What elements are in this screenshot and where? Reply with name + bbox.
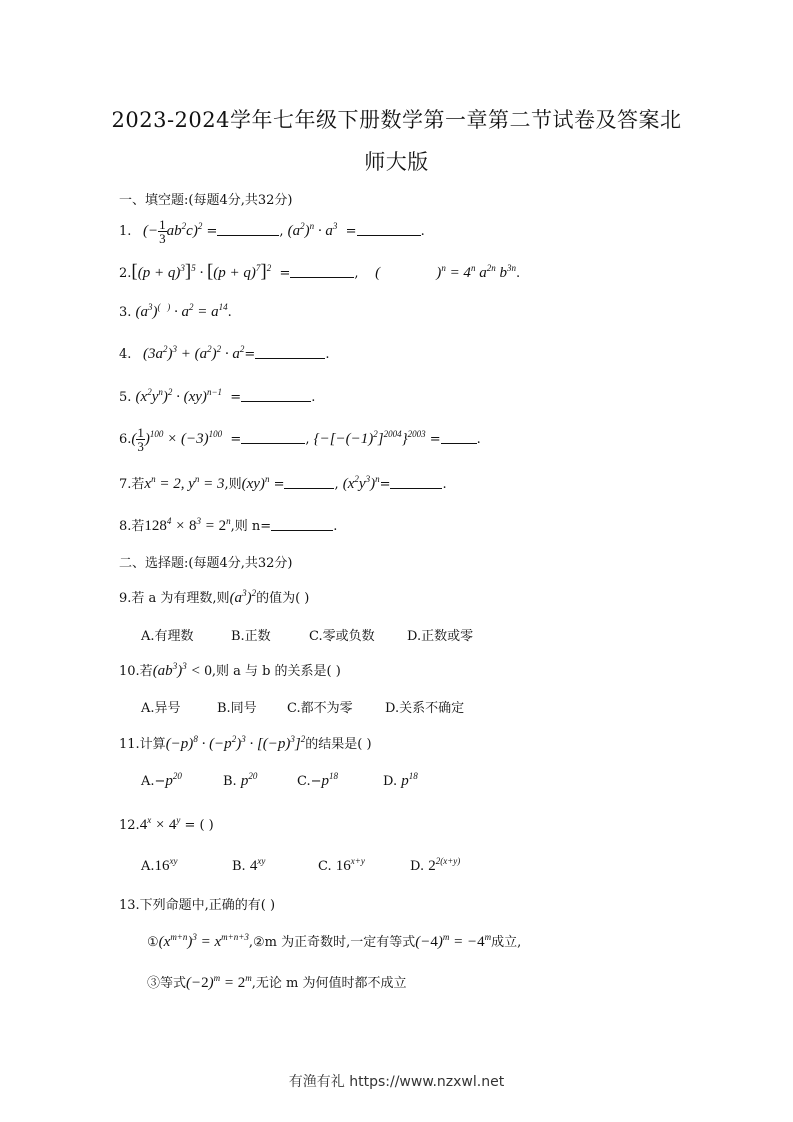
answer-blank[interactable]	[284, 477, 334, 489]
section-heading-fill-in: 一、填空题:(每题4分,共32分)	[119, 193, 293, 208]
question-12-stem: 12.	[119, 818, 140, 833]
option-b[interactable]: B.正数	[231, 629, 271, 644]
question-9-stem: 9.若 a 为有理数,则	[119, 591, 230, 606]
answer-blank[interactable]	[390, 477, 442, 489]
question-10: 10.若$(ab^3)^3 < 0$,则 a 与 b 的关系是( )	[119, 661, 341, 679]
answer-blank[interactable]	[241, 432, 305, 444]
question-11: 11.计算$(-p)^8 \cdot (-p^2)^3 \cdot [(-p)^3]^2$的结果是( )	[119, 734, 372, 752]
question-11-stem-end: 的结果是( )	[305, 737, 372, 752]
option-c[interactable]: C. $16^{x+y}$	[318, 856, 365, 874]
page-title-line-2: 师大版	[364, 150, 429, 174]
answer-blank[interactable]	[290, 266, 354, 278]
option-c[interactable]: $C.-p^{18}$	[297, 771, 339, 789]
question-8: 8.若$128^4 \times 8^3 = 2^n$,则 n= .	[119, 516, 338, 534]
option-a[interactable]: A.有理数	[141, 629, 194, 644]
option-c[interactable]: C.都不为零	[287, 701, 353, 716]
question-11-stem: 11.计算	[119, 737, 166, 752]
answer-blank[interactable]	[255, 347, 325, 359]
question-7-comma: ,	[334, 477, 339, 492]
question-10-stem: 10.若	[119, 664, 153, 679]
question-13-statement-1-2: $①(x^{m+n})^3$ = $x^{m+n+3},②m$ 为正奇数时,一定有等式$(-4)^m = -4^m$成立,	[147, 932, 522, 950]
question-6-label: 6.	[119, 431, 132, 447]
question-7-then: ,则	[224, 477, 242, 492]
question-4: 4. $(3a^2)^3 + (a^2)^2 \cdot a^2=$ .	[119, 344, 330, 362]
question-2: $2.[(p + q)^3]^5 \cdot [(p + q)^7]^2$ = , ( )$^n = 4^n$ $a^{2n}$ $b^{3n}$.	[119, 261, 521, 282]
question-6: 6.( $\frac{1}{3}$ )$^{100} \times (-3)^{100}$ = , $\{-[-(-1)^2]^{2004}\}^{2003}$ = .	[119, 425, 481, 454]
question-8-label: 8.若	[119, 519, 145, 534]
option-a[interactable]: $A.-p^{20}$	[141, 771, 182, 789]
question-8-then: ,则 n=	[230, 519, 272, 534]
question-5: 5. $(x^2y^n)^2 \cdot (xy)^{n-1}$ = .	[119, 387, 316, 405]
question-7: 7.若$x^n = 2$, $y^n = 3$,则(xy)$^n$ = , $(x^2y^3)^n=$ .	[119, 474, 447, 492]
question-13: 13.下列命题中,正确的有( )	[119, 898, 276, 913]
option-b[interactable]: B. $4^{xy}$	[232, 856, 266, 874]
answer-blank[interactable]	[271, 519, 333, 531]
option-a[interactable]: A.异号	[141, 701, 181, 716]
option-b[interactable]: B.同号	[217, 701, 257, 716]
option-d[interactable]: D.正数或零	[407, 629, 474, 644]
question-9: 9.若 a 为有理数,则$(a^3)^2$的值为( )	[119, 588, 310, 606]
option-b[interactable]: B. $p^{20}$	[223, 771, 258, 789]
question-3-label: 3.	[119, 305, 132, 320]
question-12-stem-end: = ( )	[184, 818, 214, 833]
question-4-label: 4.	[119, 347, 132, 362]
footer-watermark[interactable]: 有渔有礼 https://www.nzxwl.net	[288, 1074, 505, 1090]
option-a[interactable]: $A.16^{xy}$	[141, 856, 178, 874]
question-5-label: 5.	[119, 390, 132, 405]
question-10-stem-end: ,则 a 与 b 的关系是( )	[211, 664, 341, 679]
answer-blank[interactable]	[217, 224, 279, 236]
page-title-line-1: 2023-2024学年七年级下册数学第一章第二节试卷及答案北	[111, 108, 682, 132]
question-9-stem-end: 的值为( )	[256, 591, 310, 606]
question-3: 3. $(a^3)^{( )} \cdot a^2 = a^{14}$.	[119, 302, 232, 320]
question-1: 1. (− $\frac{1}{3}$ $ab^2c)^2$ = , $(a^2)^n \cdot a^3$ = .	[119, 217, 425, 246]
answer-blank[interactable]	[441, 432, 477, 444]
answer-blank[interactable]	[357, 224, 421, 236]
answer-blank[interactable]	[241, 390, 311, 402]
option-c[interactable]: C.零或负数	[309, 629, 375, 644]
question-1-label: 1.	[119, 223, 132, 239]
option-d[interactable]: D. $2^{2(x+y)}$	[410, 856, 461, 874]
option-d[interactable]: D. $p^{18}$	[383, 771, 418, 789]
question-13-statement-3: ③等式$(-2)^m = 2^m$,无论 m 为何值时都不成立	[147, 973, 407, 991]
question-12: $12.4^x \times 4^y$ = ( )	[119, 815, 214, 833]
question-2-label: 2.	[119, 266, 132, 281]
question-7-label: 7.若	[119, 477, 145, 492]
option-d[interactable]: D.关系不确定	[385, 701, 465, 716]
section-heading-multiple-choice: 二、选择题:(每题4分,共32分)	[119, 556, 293, 571]
